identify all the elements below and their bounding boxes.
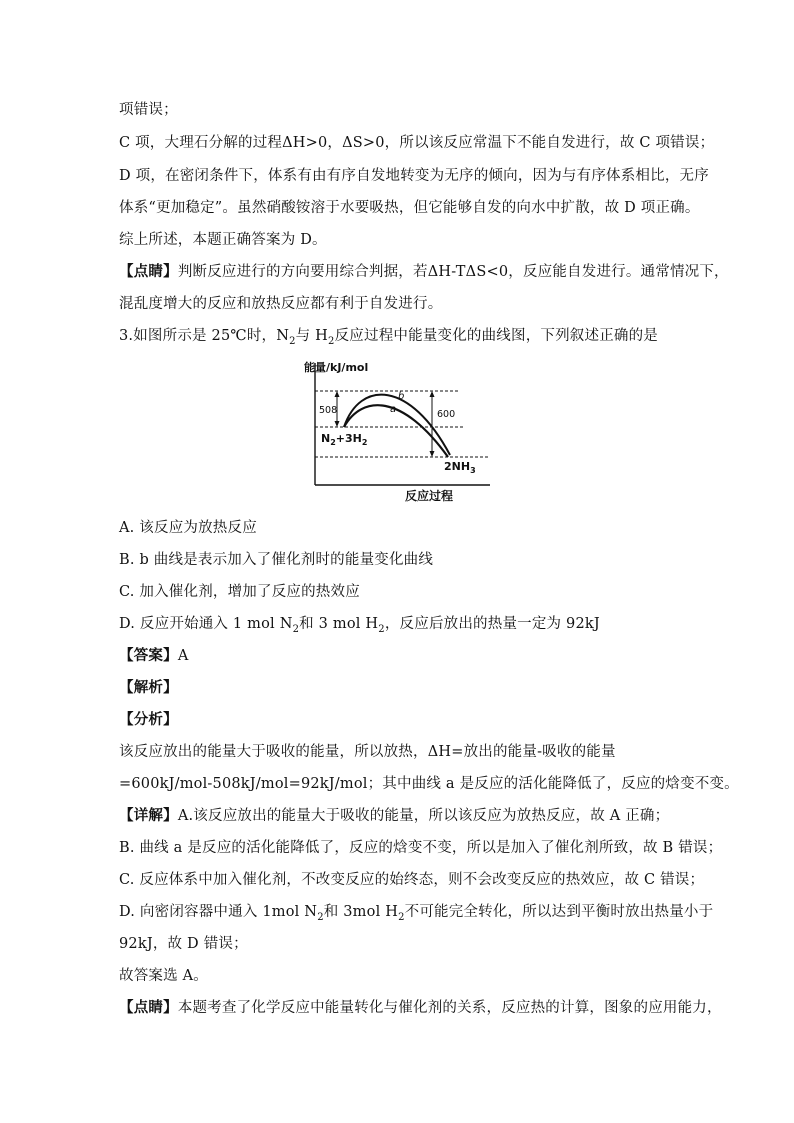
fenxi-heading: [119, 710, 178, 730]
text: 体系“更加稳定”。虽然硝酸铵溶于水要吸热，但它能够自发的向水中扩散，故 D 项正确。: [119, 200, 700, 216]
text-line: [119, 294, 442, 314]
question-text: 反应过程中能量变化的曲线图，下列叙述正确的是: [334, 328, 658, 344]
option-c: [119, 582, 360, 602]
product-label: [444, 460, 476, 475]
subscript: 2: [317, 911, 324, 923]
text: 和 3mol H: [323, 904, 399, 920]
text: 项错误；: [119, 102, 178, 118]
text: =600kJ/mol-508kJ/mol=92kJ/mol；其中曲线 a 是反应的活化能降低了，反应的焓变不变。: [119, 776, 739, 792]
text-line: [119, 166, 709, 186]
text-line: [119, 870, 704, 890]
text-line: [119, 966, 208, 986]
option-b: [119, 550, 433, 570]
curve-b: [344, 395, 450, 455]
option-text: C. 加入催化剂，增加了反应的热效应: [119, 584, 360, 600]
answer-line: [119, 646, 188, 666]
subscript: 2: [378, 623, 385, 635]
question-text: 3.如图所示是 25℃时，N: [119, 328, 290, 344]
analysis-tag: 【解析】: [119, 679, 178, 696]
product-text: 2NH: [444, 460, 471, 473]
reactant-text: +3H: [335, 432, 362, 445]
subscript: 2: [330, 438, 336, 447]
subscript: 2: [289, 335, 296, 347]
option-text: 和 3 mol H: [299, 616, 379, 632]
answer-tag: 【答案】: [119, 647, 178, 664]
answer-value: A: [177, 648, 189, 664]
xiangjie-tag: 【详解】: [119, 807, 178, 824]
curve-b-label: b: [398, 391, 405, 402]
option-d: [119, 614, 600, 634]
text: A.该反应放出的能量大于吸收的能量，所以该反应为放热反应，故 A 正确；: [177, 808, 670, 824]
text-line: [119, 934, 248, 954]
x-axis-label: 反应过程: [405, 489, 454, 503]
reactant-label: [321, 432, 367, 447]
subscript: 2: [398, 911, 405, 923]
text: C 项，大理石分解的过程ΔH>0，ΔS>0，所以该反应常温下不能自发进行，故 C 项错误；: [119, 135, 715, 151]
fenxi-tag: 【分析】: [119, 711, 178, 728]
curve-a-label: a: [390, 404, 397, 415]
energy-diagram: [300, 355, 500, 505]
text: D. 向密闭容器中通入 1mol N: [119, 904, 318, 920]
text: 混乱度增大的反应和放热反应都有利于自发进行。: [119, 296, 443, 312]
dianjing-line: [119, 262, 729, 282]
left-value-label: 508: [319, 405, 338, 416]
text: 不可能完全转化，所以达到平衡时放出热量小于: [404, 904, 714, 920]
question-text: 与 H: [295, 328, 329, 344]
right-value-label: 600: [437, 409, 456, 420]
option-text: B. b 曲线是表示加入了催化剂时的能量变化曲线: [119, 552, 434, 568]
dianjing-tag: 【点睛】: [119, 263, 178, 280]
dianjing-line: [119, 998, 722, 1018]
text-line: [119, 838, 722, 858]
left-arrow-head-up: [335, 391, 340, 397]
text-line: [119, 100, 178, 120]
dianjing-tag: 【点睛】: [119, 999, 178, 1016]
subscript: 2: [361, 438, 368, 447]
option-text: ，反应后放出的热量一定为 92kJ: [384, 616, 600, 632]
subscript: 3: [470, 466, 476, 475]
question-stem: [119, 326, 658, 346]
text-line: [119, 742, 616, 762]
text-line: [119, 198, 700, 218]
text: D 项，在密闭条件下，体系有由有序自发地转变为无序的倾向，因为与有序体系相比，无序: [119, 168, 709, 184]
text: 综上所述，本题正确答案为 D。: [119, 232, 327, 248]
subscript: 2: [328, 335, 335, 347]
right-arrow-head-up: [430, 391, 435, 397]
right-arrow-head-down: [430, 451, 435, 457]
text: 故答案选 A。: [119, 968, 208, 984]
option-text: A. 该反应为放热反应: [119, 520, 257, 536]
text-line: [119, 774, 739, 794]
text: 该反应放出的能量大于吸收的能量，所以放热，ΔH=放出的能量-吸收的能量: [119, 744, 616, 760]
left-arrow-head-down: [335, 421, 340, 427]
text: 本题考查了化学反应中能量转化与催化剂的关系，反应热的计算，图象的应用能力，: [177, 1000, 722, 1016]
text-line: [119, 230, 327, 250]
y-axis-label: 能量/kJ/mol: [304, 361, 369, 374]
option-a: [119, 518, 257, 538]
text: 92kJ，故 D 错误；: [119, 936, 248, 952]
text: 判断反应进行的方向要用综合判据，若ΔH-TΔS<0，反应能自发进行。通常情况下，: [177, 264, 729, 280]
xiangjie-line: [119, 806, 669, 826]
option-text: D. 反应开始通入 1 mol N: [119, 616, 293, 632]
analysis-heading: [119, 678, 178, 698]
reactant-text: N: [321, 432, 331, 445]
text-line: [119, 902, 713, 922]
subscript: 2: [292, 623, 300, 635]
text: B. 曲线 a 是反应的活化能降低了，反应的焓变不变，所以是加入了催化剂所致，故 B 错误；: [119, 840, 723, 856]
text: C. 反应体系中加入催化剂，不改变反应的始终态，则不会改变反应的热效应，故 C 错误；: [119, 872, 705, 888]
text-line: [119, 133, 714, 153]
